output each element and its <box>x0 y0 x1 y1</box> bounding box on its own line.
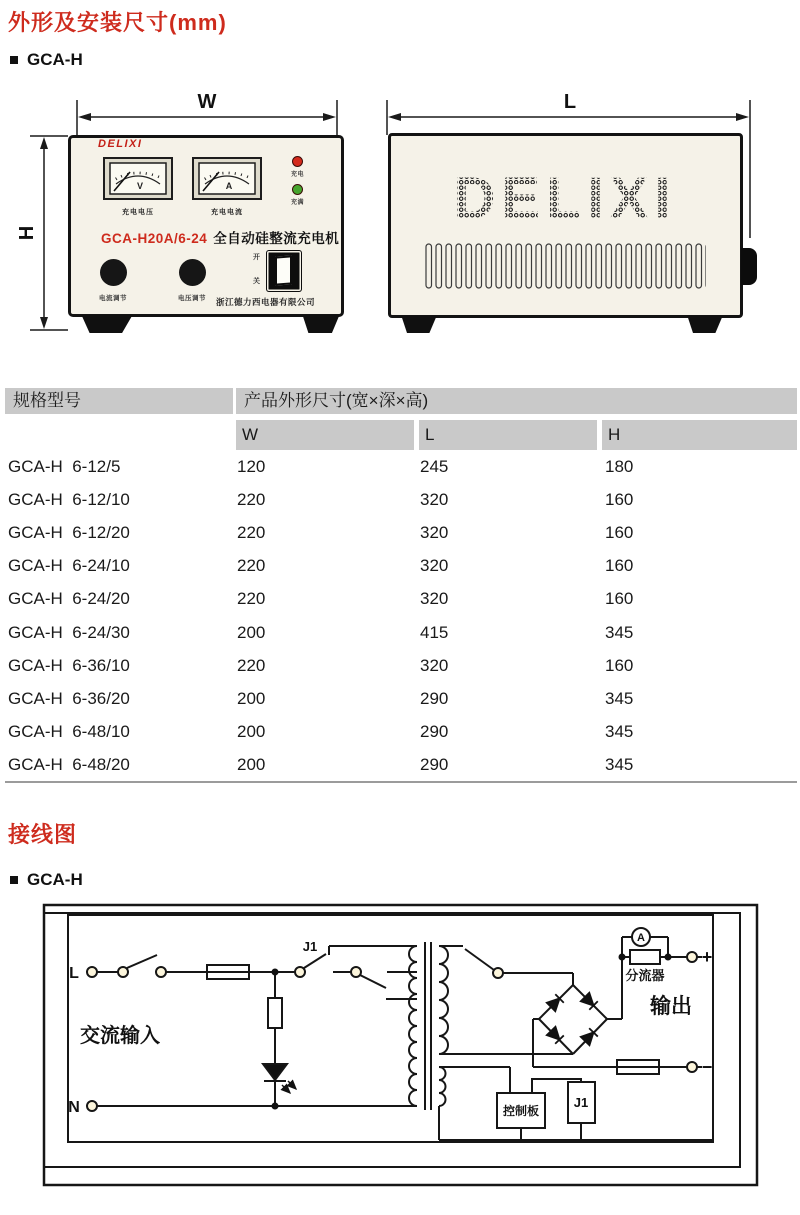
col-header-dimensions: 产品外形尺寸(宽×深×高) <box>236 388 797 414</box>
voltmeter-letter: V <box>136 181 144 191</box>
table-cell: 320 <box>420 523 449 543</box>
j1-contact <box>304 954 326 968</box>
label-ac-input: 交流输入 <box>80 1025 160 1047</box>
power-switch[interactable] <box>266 250 302 292</box>
table-cell: 220 <box>237 523 266 543</box>
section1-model-line <box>10 50 83 70</box>
label-minus: − <box>701 1057 713 1077</box>
table-cell: 345 <box>605 721 634 741</box>
table-cell: 320 <box>420 589 449 609</box>
table-cell: 290 <box>420 754 449 774</box>
current-knob-label: 电流调节 <box>99 295 127 302</box>
full-led-label: 充满 <box>290 200 304 206</box>
table-row <box>5 616 797 649</box>
side-left-foot <box>399 316 439 333</box>
table-cell: GCA-H 6-36/10 <box>8 655 130 675</box>
dim-w-label: W <box>197 91 217 113</box>
table-cell: 200 <box>237 754 266 774</box>
terminal-minus <box>687 1062 697 1072</box>
wiring-diagram <box>30 897 770 1197</box>
table-cell: 220 <box>237 490 266 510</box>
company-name: 浙江德力西电器有限公司 <box>216 297 316 307</box>
table-cell: GCA-H 6-24/10 <box>8 556 130 576</box>
charging-led <box>292 156 303 167</box>
table-cell: GCA-H 6-12/20 <box>8 523 130 543</box>
ammeter <box>192 157 262 200</box>
indicator-led <box>263 1064 287 1080</box>
ammeter-label: 充电电流 <box>211 209 243 216</box>
sub-header-h: H <box>602 420 797 450</box>
dim-h-label: H <box>16 225 38 241</box>
label-output: 输出 <box>650 995 692 1018</box>
table-cell: 245 <box>420 457 449 476</box>
shunt <box>630 950 660 964</box>
side-handle <box>741 248 757 285</box>
transformer-primary <box>409 946 417 1106</box>
table-cell: GCA-H 6-36/20 <box>8 688 130 708</box>
table-cell: GCA-H 6-12/5 <box>8 457 121 476</box>
table-cell: 160 <box>605 655 634 675</box>
section2-title: 接线图 <box>8 822 78 847</box>
perforated-brand-logo <box>420 163 710 233</box>
dimension-w-arrow <box>60 88 350 138</box>
section1-title: 外形及安装尺寸(mm) <box>8 10 227 35</box>
table-cell: 320 <box>420 655 449 675</box>
table-cell: 220 <box>237 589 266 609</box>
table-bottom-rule <box>5 781 797 783</box>
power-switch-rocker <box>275 255 292 285</box>
bullet-square-icon <box>10 56 18 64</box>
bridge-rectifier <box>539 985 607 1054</box>
table-row <box>5 715 797 748</box>
side-right-foot <box>685 316 725 333</box>
table-cell: GCA-H 6-48/20 <box>8 754 130 774</box>
perforated-brand-text: DELIXI <box>453 166 677 231</box>
front-left-foot <box>78 315 136 333</box>
front-model-desc: 全自动硅整流充电机 <box>213 231 340 246</box>
label-j1-box: J1 <box>573 1095 589 1110</box>
col-header-model: 规格型号 <box>5 388 233 414</box>
voltmeter-label: 充电电压 <box>122 209 154 216</box>
mains-switch <box>127 955 157 968</box>
secondary-switch <box>465 949 494 970</box>
table-cell: 160 <box>605 523 634 543</box>
table-row <box>5 516 797 549</box>
section1-model: GCA-H <box>27 50 83 69</box>
table-cell: 120 <box>237 457 266 476</box>
section2-model-line <box>10 870 83 890</box>
current-adjust-knob[interactable] <box>100 259 127 286</box>
terminal-L <box>87 967 97 977</box>
table-cell: 345 <box>605 622 634 642</box>
table-row <box>5 483 797 516</box>
front-right-foot <box>300 315 342 333</box>
table-row <box>5 649 797 682</box>
table-cell: 160 <box>605 490 634 510</box>
table-cell: 160 <box>605 556 634 576</box>
label-control-board: 控制板 <box>502 1104 540 1118</box>
table-cell: 200 <box>237 688 266 708</box>
dim-l-label: L <box>563 91 577 113</box>
bullet-square-icon <box>10 876 18 884</box>
table-cell: 290 <box>420 688 449 708</box>
table-cell: GCA-H 6-24/20 <box>8 589 130 609</box>
table-cell: 220 <box>237 655 266 675</box>
front-model-text <box>101 227 339 247</box>
table-cell: 415 <box>420 622 449 642</box>
table-cell: GCA-H 6-48/10 <box>8 721 130 741</box>
ammeter-letter: A <box>225 181 233 191</box>
label-N: N <box>68 1099 80 1116</box>
label-j1: J1 <box>302 939 318 954</box>
table-row <box>5 549 797 582</box>
label-shunt: 分流器 <box>625 968 665 983</box>
transformer-aux-winding <box>439 1067 446 1106</box>
table-cell: 290 <box>420 721 449 741</box>
charging-led-label: 充电 <box>290 172 304 178</box>
table-row <box>5 682 797 715</box>
label-plus: + <box>701 947 713 967</box>
brand-logo: DELIXI <box>98 138 143 150</box>
switch-on-label: 开 <box>253 254 260 261</box>
table-cell: 345 <box>605 754 634 774</box>
table-cell: 220 <box>237 556 266 576</box>
section2-model: GCA-H <box>27 870 83 889</box>
table-cell: 320 <box>420 556 449 576</box>
resistor <box>268 998 282 1028</box>
spec-table <box>5 388 797 785</box>
tap-selector <box>360 975 386 988</box>
switch-off-label: 关 <box>253 278 260 285</box>
transformer-secondary <box>439 946 448 1054</box>
table-cell: GCA-H 6-24/30 <box>8 622 130 642</box>
sub-header-l: L <box>419 420 597 450</box>
table-row <box>5 748 797 781</box>
table-row <box>5 582 797 615</box>
table-cell: 320 <box>420 490 449 510</box>
table-cell: 180 <box>605 457 634 476</box>
table-cell: 160 <box>605 589 634 609</box>
voltmeter <box>103 157 173 200</box>
table-cell: 345 <box>605 688 634 708</box>
table-cell: 200 <box>237 622 266 642</box>
table-cell: 200 <box>237 721 266 741</box>
voltage-knob-label: 电压调节 <box>178 295 206 302</box>
table-cell: GCA-H 6-12/10 <box>8 490 130 510</box>
label-ammeter: A <box>637 932 645 944</box>
terminal-plus <box>687 952 697 962</box>
table-row <box>5 450 797 483</box>
circuit-box <box>68 915 713 1142</box>
dimension-h-arrow <box>8 125 70 337</box>
label-L: L <box>69 965 79 982</box>
front-model-code: GCA-H20A/6-24 <box>101 231 208 246</box>
sub-header-w: W <box>236 420 414 450</box>
terminal-N <box>87 1101 97 1111</box>
voltage-adjust-knob[interactable] <box>179 259 206 286</box>
vent-slots <box>424 243 706 291</box>
full-led <box>292 184 303 195</box>
